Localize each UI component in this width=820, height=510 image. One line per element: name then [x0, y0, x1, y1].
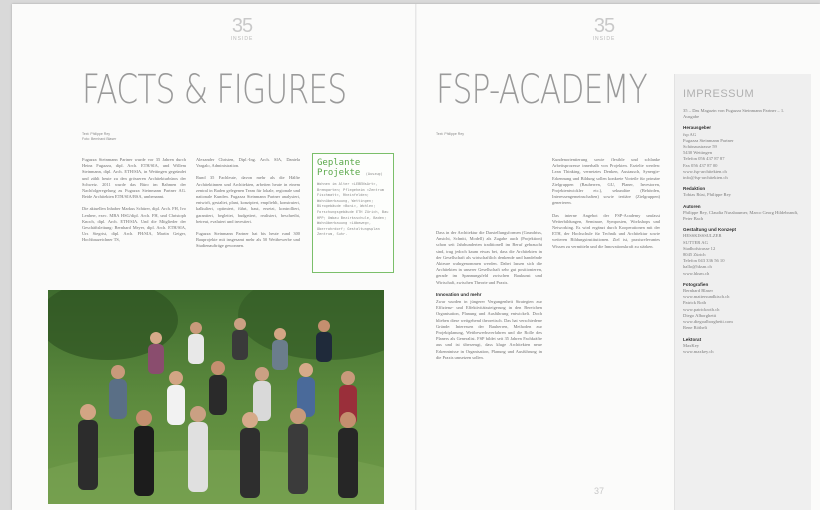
- impressum-heading: Lektorat: [683, 336, 702, 342]
- paragraph: Fugazza Steinmann Partner hat bis heute rund 300 Bauprojekte mit insgesamt mehr als 50 Wettbewerbe und Studienaufträge gewonnen.: [196, 231, 300, 249]
- paragraph: Dass in der Architektur die Darstellungsformen (Grundriss, Ansicht, Schnitt, Modell) als Zugabe auch (Projektion) schon seit Jahrhunderten traditionell im Beruf gebraucht sind, trug jedoch kaum etwas bei, dass die Architekten in der Gesellschaft als wirtschaftlich denkende und handelnde Akteure wahrgenommen werden. Dabei lassen sich die Architekten in unserer Gesellschaft sehr gut positionieren, gerade im Spannungsfeld zwischen Baukunst und Wirtschaft, zwischen Theorie und Praxis.: [436, 230, 542, 285]
- impressum-line: HESSKISSSULZER: [683, 233, 722, 239]
- text-column-1: [436, 230, 542, 367]
- paragraph: Rund 35 Fachleute, davon mehr als die Hälfte Architektinnen und Architekten, arbeiten heute in einem zentral in Baden gelegenen Team für lokale, regionale und nationale Kunden. Fugazza Steinmann Partner analysiert, entwirft, gestaltet, plant, konzipiert, empfiehlt, konstruiert, kalkuliert, optimiert, führt, baut, ersetzt, kontrolliert, garantiert, begleitet, budgetiert, realisiert, beschreibt, betreut, evaluiert und investiert.: [196, 175, 300, 224]
- credits: [436, 132, 464, 137]
- impressum-line: MaxKey: [683, 342, 700, 348]
- impressum-line: www.maxkey.ch: [683, 348, 714, 354]
- magazine-spread: [12, 4, 820, 510]
- credit-text: Text: Philippe Rey: [436, 132, 465, 136]
- box-title: [317, 158, 389, 179]
- text-column-2: [552, 157, 660, 256]
- impressum-line: www.patrickroth.ch: [683, 306, 720, 312]
- impressum-sidebar: [674, 74, 811, 510]
- impressum-line: hallo@hksm.ch: [683, 264, 712, 270]
- team-photo-image: [48, 290, 384, 504]
- credit-text: Text: Philippe Rey: [82, 132, 111, 136]
- text-column-2: [196, 157, 300, 256]
- issue-label: INSIDE: [592, 36, 616, 42]
- text-column-1: [82, 157, 186, 250]
- issue-number: 35: [231, 15, 253, 37]
- credits: [82, 132, 116, 142]
- impressum-line: Rene Rötheli: [683, 325, 708, 331]
- impressum-line: 8045 Zürich: [683, 252, 706, 258]
- page-title: FSP-ACADEMY: [436, 67, 647, 113]
- credit-photo: Foto: Bernhard Blaser: [82, 137, 117, 141]
- page-number: 37: [594, 486, 605, 496]
- issue-number: 35: [593, 15, 615, 37]
- impressum-line: Fax 056 437 87 00: [683, 162, 718, 168]
- team-photo: [48, 290, 384, 504]
- impressum-line: www.fsp-architekten.ch: [683, 168, 727, 174]
- impressum-title: IMPRESSUM: [683, 88, 755, 100]
- impressum-line: Tobias Rüst, Philippe Rey: [683, 192, 731, 198]
- impressum-line: Telefon 043 336 56 10: [683, 258, 725, 264]
- impressum-heading: Gestaltung und Konzept: [683, 227, 737, 233]
- paragraph: Das interne Angebot der FSP-Academy umfasst Weiterbildungen, Seminare, Symposien, Workshops und Networking. Es wird ergänzt durch Kooperationen mit der ETH, der Hochschule für Technik und Architektur sowie weiteren Bildungsinstitutionen. Ziel ist, praxisrelevantes Wissen zu vermitteln und die Innovationskraft zu stärken.: [552, 212, 660, 249]
- paragraph: Fugazza Steinmann Partner wurde vor 35 Jahren durch Heinz Fugazza, dipl. Arch. ETH/SIA, und Willem Steinmann, dipl. Arch. ETH/SIA, in Wettingen gegründet und zählt heute zu den grösseren Architekturbüros der Schweiz. 2011 wurde das Büro im Rahmen der Nachfolgeregelung zu Fugazza Steinmann Partner AG. Beide Architekten ETH/SIA/BSA, umbenannt.: [82, 157, 186, 200]
- issue-label: INSIDE: [230, 36, 254, 42]
- planned-projects-box: [312, 153, 394, 273]
- impressum-line: www.mattersundkisch.ch: [683, 294, 730, 300]
- impressum-line: www.hksm.ch: [683, 270, 710, 276]
- issue-marker: [230, 16, 254, 42]
- left-page: [12, 4, 416, 510]
- impressum-line: Telefon 056 437 87 87: [683, 156, 725, 162]
- impressum-intro: 35 – Das Magazin von Fugazza Steinmann Partner – 1. Ausgabe: [683, 108, 785, 120]
- impressum-line: Patrick Roth: [683, 300, 707, 306]
- paragraph: Die aktuellen Inhaber Markus Schürer, dipl. Arch. FH, Ivo Lenherr, exec. MBA HSG/dipl. Arch. FH, und Christoph Knoch, dipl. Arch. ETH/SIA. Und die Mitglieder der Geschäftsleitung: Bernhard Meyer, dipl. Arch. ETH/SIA, Urs Siegrist, dipl. Arch. FH/SIA, Martin Geiger, Hochbauzeichner TS,: [82, 206, 186, 243]
- impressum-heading: Redaktion: [683, 186, 706, 192]
- box-title-note: (Auszug): [365, 172, 383, 176]
- box-title-line1: Geplante: [317, 158, 361, 168]
- paragraph: Zwar wurden in jüngerer Vergangenheit Strategien zur Effizienz- und Effektivitätssteigerung in den Bereichen Organisation, Planung und Ausführung entwickelt. Doch blieben diese weitgehend theoretisch. Das hat verschiedene Gründe: Interessen der Bauherren, Methoden zur Projektplanung, Wettbewerbsverfahren und die Rolle des Planers als Generalist. FSP bildet seit 35 Jahren Fachkräfte aus und ist überzeugt, dass kluge Architekten neue Erkenntnisse in Organisation, Planung und Ausführung in die Praxis umsetzen sollen.: [436, 299, 542, 360]
- impressum-body: [683, 108, 801, 355]
- paragraph: Alexander Christen, Dipl.-Ing. Arch. SIA, Daniela Vargalo, Administration.: [196, 157, 300, 169]
- impressum-line: fsp AG: [683, 131, 697, 137]
- impressum-line: Stadhofstrasse 12: [683, 245, 716, 251]
- box-body: Wohnen im Alter «LEBENsArt», Bremgarten; Pflegeheim «Zentrum Fischmatt», Rheinfelden; Wohnüberbauung, Wettingen; Bürogebäude «Boni», Wohlen; Forschungsgebäude ETH Zürich, Bau HPP; Umbau Bezirksschule, Baden; Wohnüberbauung «Läbeweg», Oberrohrdorf; Gestaltungsplan Zentrum, Suhr.: [317, 182, 389, 237]
- page-title: FACTS & FIGURES: [82, 67, 347, 113]
- impressum-line: info@fsp-architekten.ch: [683, 175, 728, 181]
- issue-marker: [592, 16, 616, 42]
- impressum-heading: Herausgeber: [683, 125, 712, 131]
- impressum-line: www.diegoalborghetti.com: [683, 319, 733, 325]
- impressum-line: SUTTER AG: [683, 239, 708, 245]
- box-title-line2: Projekte: [317, 168, 361, 178]
- impressum-line: Diego Alborghetti: [683, 312, 717, 318]
- impressum-line: 5430 Wettingen: [683, 150, 713, 156]
- subheading: Innovation und mehr: [436, 291, 482, 297]
- impressum-line: Philippe Rey, Claudia Nussbaumer, Marco Georg Hildebrandt, Peter Bach: [683, 209, 799, 222]
- impressum-line: Schönaustrasse 59: [683, 144, 717, 150]
- impressum-line: Fugazza Steinmann Partner: [683, 137, 734, 143]
- impressum-heading: Fotografien: [683, 281, 709, 287]
- right-page: [416, 4, 820, 510]
- paragraph: Kundenorientierung sowie flexible und schlanke Arbeitsprozesse innerhalb von Projekten. Erzielte werden: Lean Thinking, vernetztes Denken, Austausch, Synergie-Erkennung und Bildung sollen konkrete Vorteile für primäre Zielgruppen (Bauherren, GU, Planer, Investoren, Projektentwickler etc.), sekundäre (Behörden, Interessengemeinschaften) sowie tertiäre (Zielgruppen) generieren.: [552, 157, 660, 206]
- impressum-heading: Autoren: [683, 203, 701, 209]
- impressum-line: Bernhard Blaser: [683, 288, 713, 294]
